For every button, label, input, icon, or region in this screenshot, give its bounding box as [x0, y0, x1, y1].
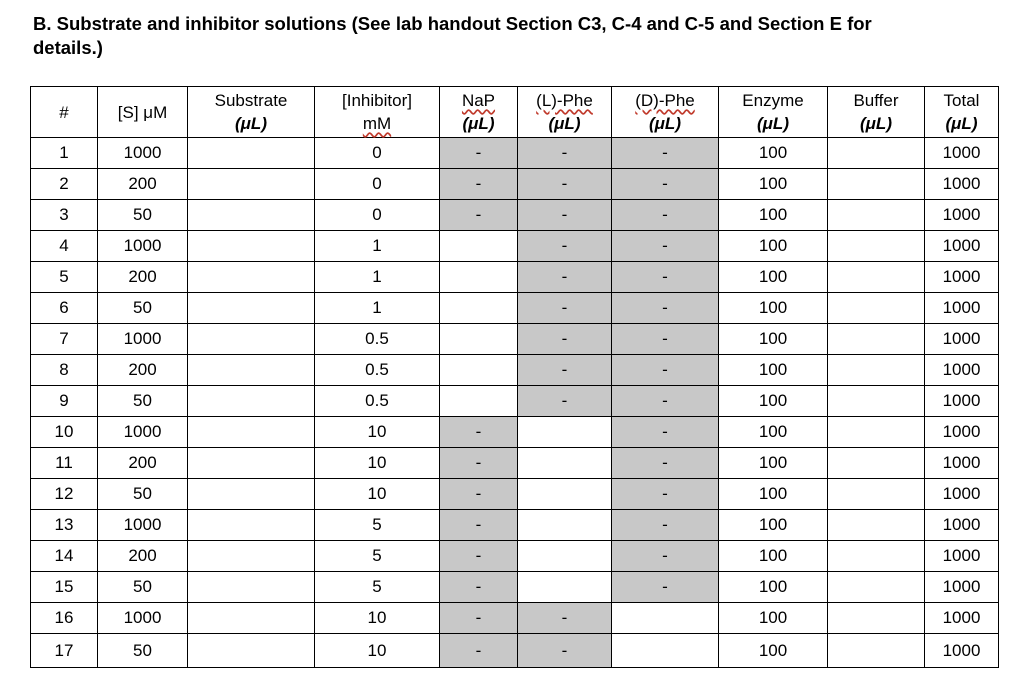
cell-lphe: [518, 479, 612, 510]
cell-s: 1000: [98, 510, 188, 541]
cell-enzyme: 100: [719, 231, 828, 262]
cell-nap: -: [440, 572, 518, 603]
table-row: [31, 293, 999, 324]
cell-s: 200: [98, 262, 188, 293]
cell-substrate: [188, 634, 315, 668]
cell-inhibitor: 1: [315, 262, 440, 293]
cell-substrate: [188, 417, 315, 448]
cell-total: 1000: [925, 138, 999, 169]
cell-s: 50: [98, 634, 188, 668]
table-row: [31, 200, 999, 231]
cell-lphe: -: [518, 386, 612, 417]
cell-dphe: -: [612, 324, 719, 355]
cell-enzyme: 100: [719, 603, 828, 634]
cell-enzyme: 100: [719, 200, 828, 231]
cell-nap: [440, 386, 518, 417]
cell-dphe: -: [612, 572, 719, 603]
cell-num: 6: [31, 293, 98, 324]
cell-buffer: [828, 448, 925, 479]
cell-inhibitor: 1: [315, 231, 440, 262]
cell-dphe: -: [612, 355, 719, 386]
cell-s: 200: [98, 541, 188, 572]
cell-substrate: [188, 572, 315, 603]
cell-total: 1000: [925, 262, 999, 293]
cell-lphe: -: [518, 634, 612, 668]
cell-num: 3: [31, 200, 98, 231]
cell-total: 1000: [925, 634, 999, 668]
cell-lphe: -: [518, 138, 612, 169]
cell-lphe: -: [518, 293, 612, 324]
cell-total: 1000: [925, 572, 999, 603]
cell-nap: [440, 324, 518, 355]
cell-nap: -: [440, 603, 518, 634]
header-row: [31, 87, 999, 138]
cell-nap: [440, 231, 518, 262]
cell-s: 1000: [98, 603, 188, 634]
cell-buffer: [828, 479, 925, 510]
cell-dphe: -: [612, 386, 719, 417]
cell-s: 1000: [98, 231, 188, 262]
cell-lphe: -: [518, 355, 612, 386]
cell-inhibitor: 10: [315, 479, 440, 510]
cell-total: 1000: [925, 386, 999, 417]
cell-num: 7: [31, 324, 98, 355]
cell-enzyme: 100: [719, 386, 828, 417]
table-row: [31, 417, 999, 448]
cell-num: 9: [31, 386, 98, 417]
header-substrate: Substrate (μL): [188, 87, 315, 138]
cell-inhibitor: 0.5: [315, 386, 440, 417]
cell-nap: -: [440, 417, 518, 448]
cell-dphe: -: [612, 479, 719, 510]
cell-buffer: [828, 324, 925, 355]
cell-inhibitor: 10: [315, 634, 440, 668]
cell-s: 50: [98, 479, 188, 510]
cell-dphe: -: [612, 231, 719, 262]
cell-s: 200: [98, 448, 188, 479]
cell-lphe: -: [518, 169, 612, 200]
table-row: [31, 510, 999, 541]
cell-total: 1000: [925, 541, 999, 572]
cell-total: 1000: [925, 324, 999, 355]
cell-total: 1000: [925, 293, 999, 324]
cell-nap: -: [440, 479, 518, 510]
cell-dphe: -: [612, 138, 719, 169]
cell-dphe: -: [612, 169, 719, 200]
cell-substrate: [188, 603, 315, 634]
cell-dphe: [612, 603, 719, 634]
cell-substrate: [188, 541, 315, 572]
cell-nap: [440, 355, 518, 386]
cell-dphe: -: [612, 200, 719, 231]
cell-buffer: [828, 541, 925, 572]
cell-inhibitor: 1: [315, 293, 440, 324]
table-row: [31, 262, 999, 293]
header-lphe: (L)-Phe (μL): [518, 87, 612, 138]
cell-nap: -: [440, 200, 518, 231]
cell-num: 10: [31, 417, 98, 448]
cell-substrate: [188, 262, 315, 293]
cell-num: 1: [31, 138, 98, 169]
cell-total: 1000: [925, 510, 999, 541]
cell-buffer: [828, 510, 925, 541]
cell-enzyme: 100: [719, 293, 828, 324]
cell-enzyme: 100: [719, 138, 828, 169]
cell-dphe: [612, 634, 719, 668]
cell-s: 50: [98, 386, 188, 417]
cell-enzyme: 100: [719, 634, 828, 668]
cell-inhibitor: 0: [315, 200, 440, 231]
cell-num: 4: [31, 231, 98, 262]
cell-inhibitor: 5: [315, 541, 440, 572]
cell-substrate: [188, 448, 315, 479]
cell-inhibitor: 0: [315, 169, 440, 200]
header-total: Total (μL): [925, 87, 999, 138]
cell-enzyme: 100: [719, 479, 828, 510]
cell-dphe: -: [612, 417, 719, 448]
cell-num: 14: [31, 541, 98, 572]
cell-total: 1000: [925, 200, 999, 231]
cell-inhibitor: 10: [315, 417, 440, 448]
cell-substrate: [188, 138, 315, 169]
cell-inhibitor: 10: [315, 448, 440, 479]
table-body: [31, 138, 999, 668]
cell-substrate: [188, 169, 315, 200]
table-row: [31, 634, 999, 668]
header-nap: NaP (μL): [440, 87, 518, 138]
cell-num: 13: [31, 510, 98, 541]
cell-lphe: [518, 510, 612, 541]
cell-buffer: [828, 293, 925, 324]
cell-lphe: [518, 541, 612, 572]
cell-num: 11: [31, 448, 98, 479]
cell-s: 200: [98, 355, 188, 386]
cell-lphe: [518, 448, 612, 479]
heading-line-2: details.): [33, 37, 103, 58]
cell-dphe: -: [612, 448, 719, 479]
cell-dphe: -: [612, 510, 719, 541]
cell-total: 1000: [925, 417, 999, 448]
cell-substrate: [188, 479, 315, 510]
cell-num: 5: [31, 262, 98, 293]
cell-substrate: [188, 510, 315, 541]
cell-dphe: -: [612, 262, 719, 293]
cell-num: 15: [31, 572, 98, 603]
header-num: #: [31, 87, 98, 138]
cell-total: 1000: [925, 169, 999, 200]
cell-enzyme: 100: [719, 510, 828, 541]
cell-dphe: -: [612, 541, 719, 572]
cell-inhibitor: 5: [315, 510, 440, 541]
cell-s: 50: [98, 572, 188, 603]
cell-s: 1000: [98, 138, 188, 169]
cell-substrate: [188, 200, 315, 231]
cell-s: 1000: [98, 324, 188, 355]
cell-buffer: [828, 572, 925, 603]
cell-substrate: [188, 386, 315, 417]
cell-nap: -: [440, 138, 518, 169]
cell-total: 1000: [925, 603, 999, 634]
cell-buffer: [828, 603, 925, 634]
cell-enzyme: 100: [719, 541, 828, 572]
table-row: [31, 231, 999, 262]
cell-nap: -: [440, 634, 518, 668]
header-enzyme: Enzyme (μL): [719, 87, 828, 138]
cell-lphe: -: [518, 324, 612, 355]
cell-s: 50: [98, 200, 188, 231]
table-row: [31, 355, 999, 386]
cell-enzyme: 100: [719, 355, 828, 386]
cell-total: 1000: [925, 231, 999, 262]
cell-lphe: -: [518, 262, 612, 293]
cell-lphe: -: [518, 231, 612, 262]
cell-total: 1000: [925, 479, 999, 510]
cell-buffer: [828, 417, 925, 448]
cell-enzyme: 100: [719, 417, 828, 448]
cell-enzyme: 100: [719, 262, 828, 293]
cell-num: 2: [31, 169, 98, 200]
cell-nap: -: [440, 169, 518, 200]
cell-s: 50: [98, 293, 188, 324]
table-row: [31, 541, 999, 572]
cell-nap: [440, 262, 518, 293]
header-s: [S] μM: [98, 87, 188, 138]
cell-dphe: -: [612, 293, 719, 324]
cell-inhibitor: 0.5: [315, 355, 440, 386]
cell-inhibitor: 5: [315, 572, 440, 603]
section-heading: [33, 12, 993, 60]
cell-inhibitor: 0: [315, 138, 440, 169]
cell-substrate: [188, 293, 315, 324]
table-row: [31, 386, 999, 417]
header-dphe: (D)-Phe (μL): [612, 87, 719, 138]
cell-substrate: [188, 355, 315, 386]
cell-buffer: [828, 231, 925, 262]
cell-buffer: [828, 634, 925, 668]
cell-s: 200: [98, 169, 188, 200]
table-row: [31, 572, 999, 603]
table-row: [31, 169, 999, 200]
heading-line-1: B. Substrate and inhibitor solutions (See lab handout Section C3, C-4 and C-5 and Section E for: [33, 13, 872, 34]
cell-nap: -: [440, 541, 518, 572]
cell-buffer: [828, 169, 925, 200]
cell-nap: -: [440, 448, 518, 479]
table-row: [31, 138, 999, 169]
cell-num: 17: [31, 634, 98, 668]
cell-lphe: [518, 572, 612, 603]
cell-buffer: [828, 355, 925, 386]
table-row: [31, 603, 999, 634]
cell-enzyme: 100: [719, 448, 828, 479]
table-row: [31, 448, 999, 479]
cell-total: 1000: [925, 355, 999, 386]
table-row: [31, 479, 999, 510]
cell-lphe: -: [518, 603, 612, 634]
cell-num: 8: [31, 355, 98, 386]
cell-inhibitor: 0.5: [315, 324, 440, 355]
cell-substrate: [188, 324, 315, 355]
header-buffer: Buffer (μL): [828, 87, 925, 138]
table-row: [31, 324, 999, 355]
cell-enzyme: 100: [719, 324, 828, 355]
cell-lphe: -: [518, 200, 612, 231]
cell-enzyme: 100: [719, 572, 828, 603]
cell-buffer: [828, 262, 925, 293]
cell-s: 1000: [98, 417, 188, 448]
cell-substrate: [188, 231, 315, 262]
cell-buffer: [828, 200, 925, 231]
cell-lphe: [518, 417, 612, 448]
cell-total: 1000: [925, 448, 999, 479]
cell-nap: [440, 293, 518, 324]
cell-inhibitor: 10: [315, 603, 440, 634]
cell-num: 12: [31, 479, 98, 510]
cell-buffer: [828, 138, 925, 169]
solutions-table: [30, 86, 999, 668]
cell-num: 16: [31, 603, 98, 634]
header-inhibitor: [Inhibitor] mM: [315, 87, 440, 138]
cell-nap: -: [440, 510, 518, 541]
cell-buffer: [828, 386, 925, 417]
cell-enzyme: 100: [719, 169, 828, 200]
